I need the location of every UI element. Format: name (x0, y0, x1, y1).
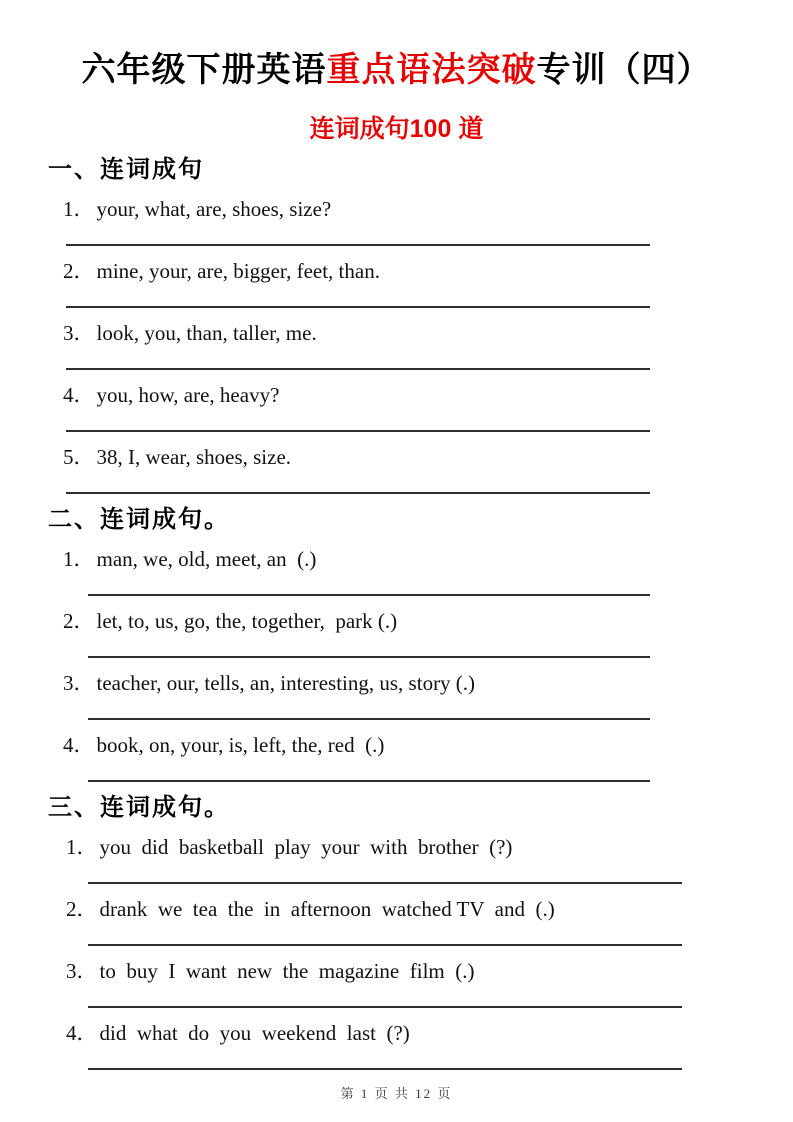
page-title (48, 48, 745, 92)
answer-blank-line (66, 430, 650, 432)
question-text: 38, I, wear, shoes, size. (96, 445, 292, 469)
question-text: let, to, us, go, the, together, park (.) (96, 609, 398, 633)
section-3-header: 三、连词成句。 (48, 794, 230, 821)
answer-blank-line (88, 1006, 682, 1008)
question-number: 2． (63, 609, 95, 633)
question-item (48, 670, 745, 720)
section-3 (48, 794, 745, 1070)
question-text: teacher, our, tells, an, interesting, us, story (.) (96, 671, 476, 695)
question-text: you did basketball play your with brother (?) (99, 835, 513, 859)
question-number: 2． (66, 897, 98, 921)
question-item (48, 444, 745, 494)
question-item (48, 1020, 745, 1070)
question-text: to buy I want new the magazine film (.) (99, 959, 475, 983)
question-item (48, 196, 745, 246)
answer-blank-line (88, 1068, 682, 1070)
question-text: book, on, your, is, left, the, red (.) (96, 733, 385, 757)
question-number: 4． (63, 383, 95, 407)
question-text: look, you, than, taller, me. (96, 321, 317, 345)
title-part-red: 重点语法突破 (326, 51, 537, 89)
answer-blank-line (88, 656, 650, 658)
section-1 (48, 156, 745, 494)
answer-blank-line (88, 780, 650, 782)
question-item (48, 258, 745, 308)
page-footer (48, 1083, 745, 1102)
question-number: 3． (63, 321, 95, 345)
question-number: 1． (66, 835, 98, 859)
question-number: 5． (63, 445, 95, 469)
question-item (48, 958, 745, 1008)
question-number: 1． (63, 547, 95, 571)
page-number-text: 第 1 页 共 12 页 (340, 1086, 453, 1101)
question-number: 3． (66, 959, 98, 983)
question-item (48, 320, 745, 370)
question-text: drank we tea the in afternoon watched TV and (.) (99, 897, 555, 921)
question-text: your, what, are, shoes, size? (96, 197, 332, 221)
title-part-2: 专训（四） (536, 51, 712, 89)
question-text: you, how, are, heavy? (96, 383, 280, 407)
question-text: man, we, old, meet, an (.) (96, 547, 317, 571)
question-item (48, 546, 745, 596)
question-item (48, 732, 745, 782)
question-text: mine, your, are, bigger, feet, than. (96, 259, 380, 283)
section-2 (48, 506, 745, 782)
question-number: 2． (63, 259, 95, 283)
question-item (48, 834, 745, 884)
answer-blank-line (66, 306, 650, 308)
question-number: 4． (66, 1021, 98, 1045)
section-1-header: 一、连词成句 (48, 156, 204, 183)
page-subtitle: 连词成句100 道 (309, 115, 484, 143)
answer-blank-line (66, 244, 650, 246)
question-number: 3． (63, 671, 95, 695)
answer-blank-line (88, 882, 682, 884)
question-item (48, 608, 745, 658)
answer-blank-line (66, 368, 650, 370)
title-part-1: 六年级下册英语 (81, 51, 327, 89)
section-2-header: 二、连词成句。 (48, 506, 230, 533)
answer-blank-line (88, 944, 682, 946)
question-text: did what do you weekend last (?) (99, 1021, 410, 1045)
question-number: 1． (63, 197, 95, 221)
question-number: 4． (63, 733, 95, 757)
question-item (48, 896, 745, 946)
answer-blank-line (88, 594, 650, 596)
answer-blank-line (66, 492, 650, 494)
question-item (48, 382, 745, 432)
answer-blank-line (88, 718, 650, 720)
